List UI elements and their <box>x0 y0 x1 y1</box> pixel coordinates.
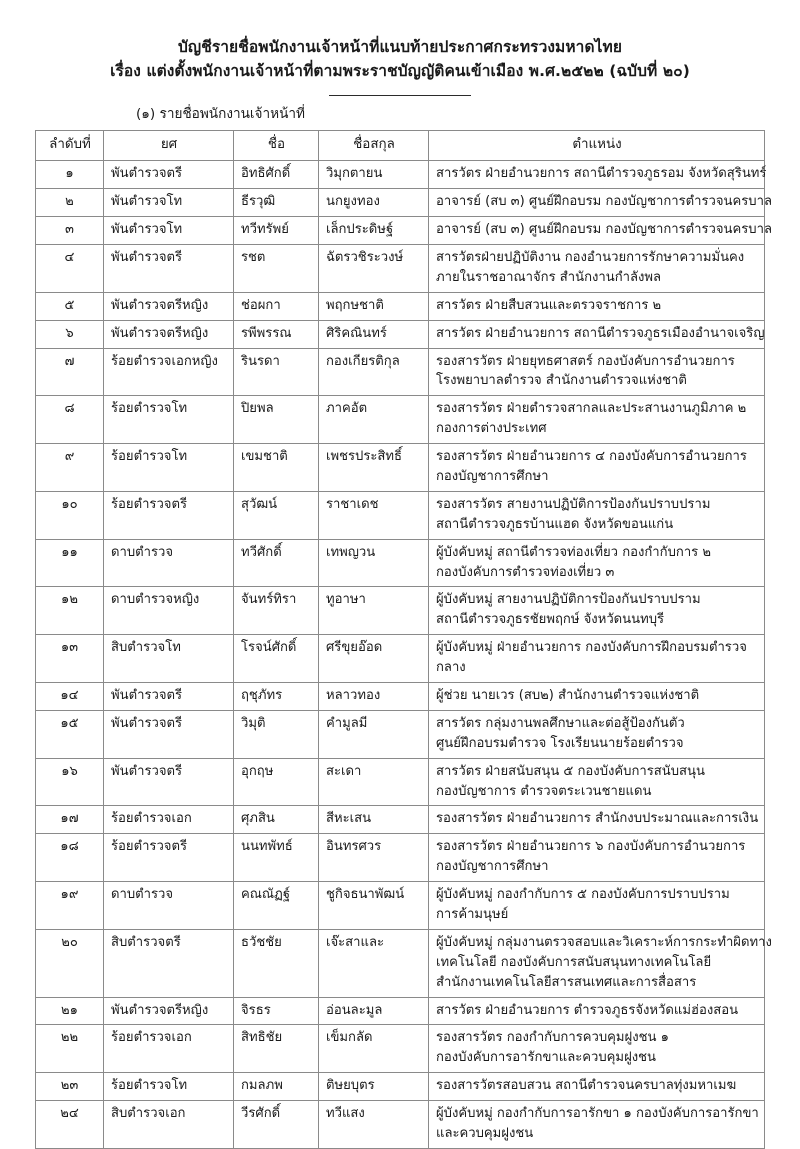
cell-no: ๗ <box>36 348 104 396</box>
cell-firstname: อิทธิศักดิ์ <box>234 161 319 189</box>
position-lines <box>436 399 758 439</box>
document-header <box>26 36 774 96</box>
cell-firstname: ธีรวุฒิ <box>234 189 319 217</box>
cell-firstname: รชต <box>234 244 319 292</box>
position-line: สารวัตร กลุ่มงานพลศึกษาและต่อสู้ป้องกันตัว <box>436 715 685 731</box>
position-line: กลาง <box>436 660 466 676</box>
cell-lastname: ฉัตรวชิระวงษ์ <box>319 244 429 292</box>
cell-position <box>429 758 765 806</box>
cell-no: ๑๐ <box>36 491 104 539</box>
position-line: รองสารวัตรสอบสวน สถานีตำรวจนครบาลทุ่งมหาเมฆ <box>436 1078 737 1094</box>
cell-lastname: อ่อนละมูล <box>319 997 429 1025</box>
cell-lastname: ทวีแสง <box>319 1101 429 1149</box>
cell-lastname: เข็มกลัด <box>319 1025 429 1073</box>
position-line: กองบังคับการอารักขาและควบคุมฝูงชน <box>436 1050 656 1066</box>
cell-no: ๑๗ <box>36 806 104 834</box>
column-header-lastname: ชื่อสกุล <box>319 130 429 160</box>
position-line: สารวัตรฝ่ายปฏิบัติงาน กองอำนวยการรักษาความมั่นคง <box>436 249 745 265</box>
cell-rank: ร้อยตำรวจเอก <box>104 1025 234 1073</box>
position-line: สารวัตร ฝ่ายสนับสนุน ๕ กองบังคับการสนับสนุน <box>436 763 705 779</box>
position-lines <box>436 762 758 802</box>
cell-lastname: คำมูลมี <box>319 710 429 758</box>
cell-position <box>429 491 765 539</box>
position-lines <box>436 248 758 288</box>
column-header-rank: ยศ <box>104 130 234 160</box>
cell-position <box>429 882 765 930</box>
cell-rank: พันตำรวจตรี <box>104 161 234 189</box>
cell-position <box>429 1073 765 1101</box>
cell-lastname: เล็กประดิษฐ์ <box>319 217 429 245</box>
position-lines <box>436 1028 758 1068</box>
cell-position <box>429 587 765 635</box>
cell-rank: พันตำรวจตรีหญิง <box>104 292 234 320</box>
cell-firstname: ทวีทรัพย์ <box>234 217 319 245</box>
cell-firstname: คณณัฏฐ์ <box>234 882 319 930</box>
cell-no: ๒๒ <box>36 1025 104 1073</box>
cell-rank: ร้อยตำรวจโท <box>104 1073 234 1101</box>
position-lines <box>436 324 765 344</box>
cell-firstname: ทวีศักดิ์ <box>234 539 319 587</box>
position-lines <box>436 1076 758 1096</box>
table-row <box>36 161 765 189</box>
cell-no: ๑๒ <box>36 587 104 635</box>
position-lines <box>436 447 758 487</box>
cell-no: ๑๑ <box>36 539 104 587</box>
cell-lastname: ศิริคณินทร์ <box>319 320 429 348</box>
cell-lastname: กองเกียรติกุล <box>319 348 429 396</box>
cell-firstname: ปิยพล <box>234 396 319 444</box>
cell-firstname: ฤชุภัทร <box>234 683 319 711</box>
cell-rank: พันตำรวจตรี <box>104 710 234 758</box>
cell-position <box>429 710 765 758</box>
cell-lastname: หลาวทอง <box>319 683 429 711</box>
cell-rank: ดาบตำรวจ <box>104 539 234 587</box>
cell-no: ๒๑ <box>36 997 104 1025</box>
table-header <box>36 130 765 160</box>
cell-firstname: วีรศักดิ์ <box>234 1101 319 1149</box>
position-line: รองสารวัตร ฝ่ายตำรวจสากลและประสานงานภูมิภาค ๒ <box>436 401 747 417</box>
cell-lastname: เพชรประสิทธิ์ <box>319 444 429 492</box>
position-line: การค้ามนุษย์ <box>436 907 509 923</box>
position-lines <box>436 714 758 754</box>
document-title-line-1: บัญชีรายชื่อพนักงานเจ้าหน้าที่แนบท้ายประกาศกระทรวงมหาดไทย <box>177 38 623 56</box>
cell-no: ๒๔ <box>36 1101 104 1149</box>
cell-no: ๒๓ <box>36 1073 104 1101</box>
table-row <box>36 806 765 834</box>
cell-no: ๑๕ <box>36 710 104 758</box>
cell-rank: ร้อยตำรวจโท <box>104 396 234 444</box>
position-lines <box>436 590 758 630</box>
cell-position <box>429 320 765 348</box>
section-label: (๑) รายชื่อพนักงานเจ้าหน้าที่ <box>136 105 305 122</box>
table-row <box>36 491 765 539</box>
position-lines <box>436 837 758 877</box>
table-row <box>36 635 765 683</box>
cell-position <box>429 539 765 587</box>
cell-lastname: เทพญวน <box>319 539 429 587</box>
column-header-firstname: ชื่อ <box>234 130 319 160</box>
cell-rank: ร้อยตำรวจตรี <box>104 834 234 882</box>
position-lines <box>436 809 758 829</box>
position-line: ศูนย์ฝึกอบรมตำรวจ โรงเรียนนายร้อยตำรวจ <box>436 735 684 751</box>
position-line: ผู้บังคับหมู่ กองกำกับการอารักขา ๑ กองบังคับการอารักขา <box>436 1106 759 1122</box>
cell-rank: สิบตำรวจเอก <box>104 1101 234 1149</box>
position-line: สารวัตร ฝ่ายอำนวยการ สถานีตำรวจภูธรอม จังหวัดสุรินทร์ <box>436 166 767 182</box>
table-body <box>36 161 772 1149</box>
position-lines <box>436 1001 758 1021</box>
cell-no: ๖ <box>36 320 104 348</box>
cell-no: ๑๓ <box>36 635 104 683</box>
position-line: กองบัญชาการศึกษา <box>436 469 549 484</box>
cell-rank: พันตำรวจโท <box>104 189 234 217</box>
table-row <box>36 396 765 444</box>
cell-lastname: เจ๊ะสาและ <box>319 929 429 997</box>
cell-firstname: ศุภสิน <box>234 806 319 834</box>
table-row <box>36 929 765 997</box>
cell-position <box>429 834 765 882</box>
cell-firstname: รินรดา <box>234 348 319 396</box>
officers-table <box>35 130 772 1149</box>
position-lines <box>436 1104 758 1144</box>
table-row <box>36 189 765 217</box>
position-lines <box>436 352 758 392</box>
cell-lastname: สะเดา <box>319 758 429 806</box>
cell-position <box>429 396 765 444</box>
cell-position <box>429 997 765 1025</box>
cell-no: ๕ <box>36 292 104 320</box>
header-divider-wrap <box>26 95 774 96</box>
position-lines <box>436 192 772 212</box>
table-row <box>36 1073 765 1101</box>
position-line: รองสารวัตร ฝ่ายอำนวยการ ๖ กองบังคับการอำนวยการ <box>436 839 746 855</box>
cell-firstname: ช่อผกา <box>234 292 319 320</box>
cell-rank: พันตำรวจตรี <box>104 683 234 711</box>
cell-rank: พันตำรวจตรีหญิง <box>104 320 234 348</box>
position-line: ผู้บังคับหมู่ กลุ่มงานตรวจสอบและวิเคราะห์การกระทำผิดทาง <box>436 934 772 950</box>
position-lines <box>436 638 758 678</box>
table-header-row <box>36 130 765 160</box>
cell-lastname: อินทรศวร <box>319 834 429 882</box>
cell-position <box>429 217 772 245</box>
cell-lastname: วิมุกตายน <box>319 161 429 189</box>
position-lines <box>436 543 758 583</box>
position-line: กองบัญชาการศึกษา <box>436 859 549 875</box>
position-line: ผู้ช่วย นายเวร (สบ๒) สำนักงานตำรวจแห่งชาติ <box>436 688 700 704</box>
cell-rank: ร้อยตำรวจเอกหญิง <box>104 348 234 396</box>
cell-position <box>429 161 765 189</box>
header-divider <box>329 95 471 96</box>
cell-no: ๑๙ <box>36 882 104 930</box>
position-line: อาจารย์ (สบ ๓) ศูนย์ฝึกอบรม กองบัญชาการตำรวจนครบาล <box>436 222 772 238</box>
position-line: โรงพยาบาลตำรวจ สำนักงานตำรวจแห่งชาติ <box>436 373 687 389</box>
cell-lastname: ศรีขุยอ๊อด <box>319 635 429 683</box>
position-lines <box>436 296 758 316</box>
cell-rank: ดาบตำรวจ <box>104 882 234 930</box>
cell-firstname: นนทพัทธ์ <box>234 834 319 882</box>
table-row <box>36 539 765 587</box>
cell-firstname: อุกฤษ <box>234 758 319 806</box>
cell-position <box>429 683 765 711</box>
column-header-no: ลำดับที่ <box>36 130 104 160</box>
position-line: สำนักงานเทคโนโลยีสารสนเทศและการสื่อสาร <box>436 974 697 990</box>
table-row <box>36 997 765 1025</box>
position-line: สถานีตำรวจภูธรบ้านแฮด จังหวัดขอนแก่น <box>436 516 674 532</box>
cell-position <box>429 1101 765 1149</box>
cell-position <box>429 929 772 997</box>
cell-position <box>429 806 765 834</box>
cell-position <box>429 444 765 492</box>
cell-firstname: จิรธร <box>234 997 319 1025</box>
table-row <box>36 758 765 806</box>
position-line: ผู้บังคับหมู่ กองกำกับการ ๕ กองบังคับการปราบปราม <box>436 887 730 903</box>
cell-rank: ร้อยตำรวจโท <box>104 444 234 492</box>
cell-position <box>429 244 765 292</box>
cell-firstname: กมลภพ <box>234 1073 319 1101</box>
cell-rank: ดาบตำรวจหญิง <box>104 587 234 635</box>
position-lines <box>436 495 758 535</box>
cell-lastname: ทูอาษา <box>319 587 429 635</box>
cell-position <box>429 635 765 683</box>
cell-no: ๑๖ <box>36 758 104 806</box>
table-row <box>36 834 765 882</box>
cell-no: ๒ <box>36 189 104 217</box>
position-line: สารวัตร ฝ่ายอำนวยการ ตำรวจภูธรจังหวัดแม่ฮ่องสอน <box>436 1002 739 1018</box>
cell-position <box>429 292 765 320</box>
position-lines <box>436 220 772 240</box>
position-line: กองบัญชาการ ตำรวจตระเวนชายแดน <box>436 783 652 799</box>
cell-firstname: เขมชาติ <box>234 444 319 492</box>
cell-firstname: วิมุติ <box>234 710 319 758</box>
table-row <box>36 217 765 245</box>
cell-rank: พันตำรวจตรี <box>104 758 234 806</box>
cell-lastname: ภาคอัต <box>319 396 429 444</box>
position-lines <box>436 885 758 925</box>
cell-position <box>429 348 765 396</box>
position-line: ภายในราชอาณาจักร สำนักงานกำลังพล <box>436 269 662 285</box>
position-line: สารวัตร ฝ่ายอำนวยการ สถานีตำรวจภูธรเมืองอำนาจเจริญ <box>436 325 765 341</box>
cell-rank: ร้อยตำรวจเอก <box>104 806 234 834</box>
table-row <box>36 710 765 758</box>
cell-no: ๑ <box>36 161 104 189</box>
table-row <box>36 292 765 320</box>
cell-rank: พันตำรวจตรี <box>104 244 234 292</box>
position-line: รองสารวัตร กองกำกับการควบคุมฝูงชน ๑ <box>436 1030 669 1046</box>
cell-lastname: นกยูงทอง <box>319 189 429 217</box>
position-line: กองบังคับการตำรวจท่องเที่ยว ๓ <box>436 564 615 580</box>
position-lines <box>436 933 772 993</box>
position-line: ผู้บังคับหมู่ สายงานปฏิบัติการป้องกันปราบปราม <box>436 592 701 608</box>
cell-no: ๑๘ <box>36 834 104 882</box>
position-lines <box>436 164 767 184</box>
position-line: ผู้บังคับหมู่ สถานีตำรวจท่องเที่ยว กองกำกับการ ๒ <box>436 544 712 560</box>
cell-rank: พันตำรวจตรีหญิง <box>104 997 234 1025</box>
position-line: รองสารวัตร ฝ่ายอำนวยการ สำนักงบประมาณและการเงิน <box>436 811 759 827</box>
table-row <box>36 320 765 348</box>
position-line: สถานีตำรวจภูธรชัยพฤกษ์ จังหวัดนนทบุรี <box>436 612 665 628</box>
position-line: รองสารวัตร ฝ่ายยุทธศาสตร์ กองบังคับการอำนวยการ <box>436 353 735 369</box>
position-lines <box>436 686 758 706</box>
cell-firstname: สุวัฒน์ <box>234 491 319 539</box>
cell-lastname: ราชาเดช <box>319 491 429 539</box>
cell-lastname: พฤกษชาติ <box>319 292 429 320</box>
document-title-line-2: เรื่อง แต่งตั้งพนักงานเจ้าหน้าที่ตามพระราชบัญญัติคนเข้าเมือง พ.ศ.๒๕๒๒ (ฉบับที่ ๒๐) <box>110 62 690 81</box>
table-row <box>36 683 765 711</box>
table-row <box>36 1025 765 1073</box>
cell-firstname: สิทธิชัย <box>234 1025 319 1073</box>
cell-firstname: รพีพรรณ <box>234 320 319 348</box>
table-row <box>36 244 765 292</box>
position-line: เทคโนโลยี กองบังคับการสนับสนุนทางเทคโนโลยี <box>436 954 712 970</box>
table-row <box>36 1101 765 1149</box>
cell-firstname: ธวัชชัย <box>234 929 319 997</box>
cell-position <box>429 1025 765 1073</box>
cell-lastname: สีหะเสน <box>319 806 429 834</box>
cell-firstname: โรจน์ศักดิ์ <box>234 635 319 683</box>
cell-lastname: ติษยบุตร <box>319 1073 429 1101</box>
position-line: กองการต่างประเทศ <box>436 421 547 437</box>
position-line: รองสารวัตร สายงานปฏิบัติการป้องกันปราบปราม <box>436 496 711 512</box>
table-row <box>36 587 765 635</box>
position-line: อาจารย์ (สบ ๓) ศูนย์ฝึกอบรม กองบัญชาการตำรวจนครบาล <box>436 194 772 210</box>
cell-position <box>429 189 772 217</box>
cell-no: ๘ <box>36 396 104 444</box>
table-row <box>36 348 765 396</box>
position-line: รองสารวัตร ฝ่ายอำนวยการ ๔ กองบังคับการอำนวยการ <box>436 449 747 465</box>
column-header-position: ตำแหน่ง <box>429 130 765 160</box>
cell-lastname: ชูกิจธนาพัฒน์ <box>319 882 429 930</box>
cell-rank: ร้อยตำรวจตรี <box>104 491 234 539</box>
cell-firstname: จันทร์ทิรา <box>234 587 319 635</box>
cell-rank: สิบตำรวจโท <box>104 635 234 683</box>
cell-rank: สิบตำรวจตรี <box>104 929 234 997</box>
position-line: และควบคุมฝูงชน <box>436 1126 534 1142</box>
cell-no: ๓ <box>36 217 104 245</box>
cell-no: ๔ <box>36 244 104 292</box>
cell-no: ๒๐ <box>36 929 104 997</box>
position-line: ผู้บังคับหมู่ ฝ่ายอำนวยการ กองบังคับการฝึกอบรมตำรวจ <box>436 640 747 656</box>
cell-rank: พันตำรวจโท <box>104 217 234 245</box>
cell-no: ๙ <box>36 444 104 492</box>
table-row <box>36 444 765 492</box>
position-line: สารวัตร ฝ่ายสืบสวนและตรวจราชการ ๒ <box>436 297 662 313</box>
table-row <box>36 882 765 930</box>
cell-no: ๑๔ <box>36 683 104 711</box>
